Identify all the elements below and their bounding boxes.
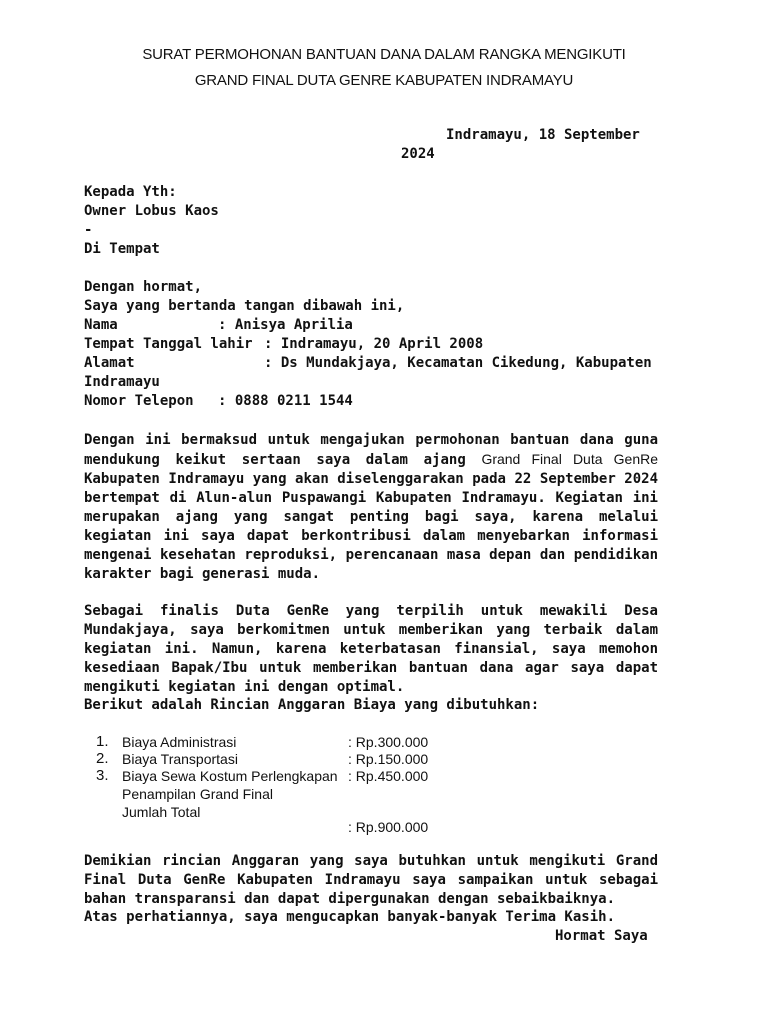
budget-total-amount: : Rp.900.000 xyxy=(348,819,429,835)
salutation: Dengan hormat, xyxy=(84,279,203,295)
address-label: Alamat xyxy=(84,355,135,371)
phone-label: Nomor Telepon xyxy=(84,393,194,409)
paragraph-closing: Demikian rincian Anggaran yang saya butuhkan untuk mengikuti Grand Final Duta GenRe Kabupaten Indramayu saya sampaikan untuk sebagai bahan transparansi dan dapat dipergunakan dengan sebaikbaiknya. xyxy=(84,853,658,907)
letter-title-line2: GRAND FINAL DUTA GENRE KABUPATEN INDRAMAYU xyxy=(194,72,574,89)
phone-value: : 0888 0211 1544 xyxy=(218,393,353,409)
name-label: Nama xyxy=(84,317,118,333)
signoff: Hormat Saya xyxy=(555,928,648,944)
event-name-inline: Grand Final Duta GenRe xyxy=(481,451,659,467)
letter-title-line1: SURAT PERMOHONAN BANTUAN DANA DALAM RANGKA MENGIKUTI xyxy=(142,46,626,63)
budget-item-amount: : Rp.300.000 xyxy=(348,734,429,750)
budget-total-label: Jumlah Total xyxy=(122,804,201,820)
paragraph-request-part2: Kabupaten Indramayu yang akan diselenggarakan pada 22 September 2024 bertempat di Alun-alun Puspawangi Kabupaten Indramayu. Kegiatan ini merupakan ajang yang sangat penting bagi saya, karena melalui kegiatan ini saya dapat berkontribusi dalam menyebarkan informasi mengenai kesehatan reproduksi, perencanaan masa depan dan pendidikan karakter bagi generasi muda. xyxy=(84,471,658,582)
recipient-name: Owner Lobus Kaos xyxy=(84,203,219,219)
paragraph-finalist: Sebagai finalis Duta GenRe yang terpilih untuk mewakili Desa Mundakjaya, saya berkomitmen untuk memberikan yang terbaik dalam kegiatan ini. Namun, karena keterbatasan finansial, saya memohon kesediaan Bapak/Ibu untuk memberikan bantuan dana agar saya dapat mengikuti kegiatan ini dengan optimal. xyxy=(84,603,658,695)
address-continuation: Indramayu xyxy=(84,374,160,390)
paragraph-request xyxy=(84,431,658,584)
recipient-place: Di Tempat xyxy=(84,241,160,257)
recipient-greeting: Kepada Yth: xyxy=(84,184,177,200)
budget-item3-continuation: Penampilan Grand Final xyxy=(122,786,273,802)
budget-item-number: 2. xyxy=(96,750,109,767)
letter-date-year: 2024 xyxy=(401,146,435,162)
recipient-dash: - xyxy=(84,222,93,238)
thanks-line: Atas perhatiannya, saya mengucapkan banyak-banyak Terima Kasih. xyxy=(84,909,616,925)
address-value: : Ds Mundakjaya, Kecamatan Cikedung, Kabupaten xyxy=(264,355,652,371)
budget-item-number: 1. xyxy=(96,733,109,750)
budget-intro: Berikut adalah Rincian Anggaran Biaya yang dibutuhkan: xyxy=(84,697,540,713)
budget-item-label: Biaya Administrasi xyxy=(122,734,237,750)
budget-item-number: 3. xyxy=(96,767,109,784)
budget-item-amount: : Rp.150.000 xyxy=(348,751,429,767)
name-value: : Anisya Aprilia xyxy=(218,317,353,333)
budget-item-label: Biaya Transportasi xyxy=(122,751,238,767)
budget-item-label: Biaya Sewa Kostum Perlengkapan xyxy=(122,768,338,784)
birth-value: : Indramayu, 20 April 2008 xyxy=(264,336,484,352)
paragraph-request-part1: Dengan ini bermaksud untuk mengajukan permohonan bantuan dana guna mendukung keikut sertaan saya dalam ajang xyxy=(84,432,658,468)
intro-line: Saya yang bertanda tangan dibawah ini, xyxy=(84,298,405,314)
budget-item-amount: : Rp.450.000 xyxy=(348,768,429,784)
letter-date: Indramayu, 18 September xyxy=(446,127,640,143)
birth-label: Tempat Tanggal lahir xyxy=(84,336,253,352)
